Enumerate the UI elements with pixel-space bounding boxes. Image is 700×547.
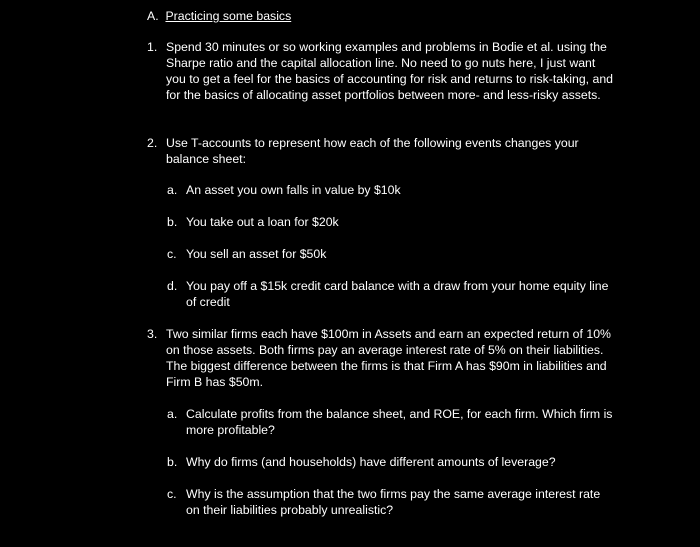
sub-item-3b [167,454,617,470]
sub-item-2b [167,214,617,230]
list-item-number: 1. [147,40,158,54]
sub-item-text: Why do firms (and households) have different amounts of leverage? [186,455,556,469]
section-title: Practicing some basics [165,9,292,23]
sub-item-text: Calculate profits from the balance sheet, and ROE, for each firm. Which firm is more profitable? [186,407,613,437]
list-item-number: 2. [147,136,158,150]
list-item-2 [147,135,617,167]
sub-item-3a [167,406,617,438]
sub-item-2a [167,182,617,198]
list-item-text: Spend 30 minutes or so working examples and problems in Bodie et al. using the Sharpe ratio and the capital allocation line. No need to go nuts here, I just want you to get a feel for the basics of accounting for risk and returns to risk-taking, and for the basics of allocating asset portfolios between more- and less-risky assets. [166,40,614,102]
list-item-text: Use T-accounts to represent how each of the following events changes your balance sheet: [166,136,579,166]
sub-item-text: An asset you own falls in value by $10k [186,183,401,197]
sub-item-2c [167,246,617,262]
sub-item-3c [167,486,617,518]
sub-item-letter: a. [167,183,178,197]
sub-item-letter: c. [167,487,177,501]
list-item-3 [147,326,617,390]
sub-item-letter: d. [167,279,178,293]
sub-item-text: You take out a loan for $20k [186,215,339,229]
sub-item-text: You pay off a $15k credit card balance with a draw from your home equity line of credit [186,279,609,309]
section-heading [147,8,291,24]
list-item-number: 3. [147,327,158,341]
sub-item-letter: a. [167,407,178,421]
section-letter: A. [147,9,159,23]
sub-item-letter: b. [167,455,178,469]
sub-item-2d [167,278,617,310]
list-item-1 [147,39,617,103]
list-item-text: Two similar firms each have $100m in Assets and earn an expected return of 10% on those assets. Both firms pay an average interest rate of 5% on their liabilities. The biggest difference between the firms is that Firm A has $90m in liabilities and Firm B has $50m. [166,327,611,389]
sub-item-letter: b. [167,215,178,229]
sub-item-letter: c. [167,247,177,261]
sub-item-text: You sell an asset for $50k [186,247,327,261]
sub-item-text: Why is the assumption that the two firms pay the same average interest rate on their liabilities probably unrealistic? [186,487,601,517]
